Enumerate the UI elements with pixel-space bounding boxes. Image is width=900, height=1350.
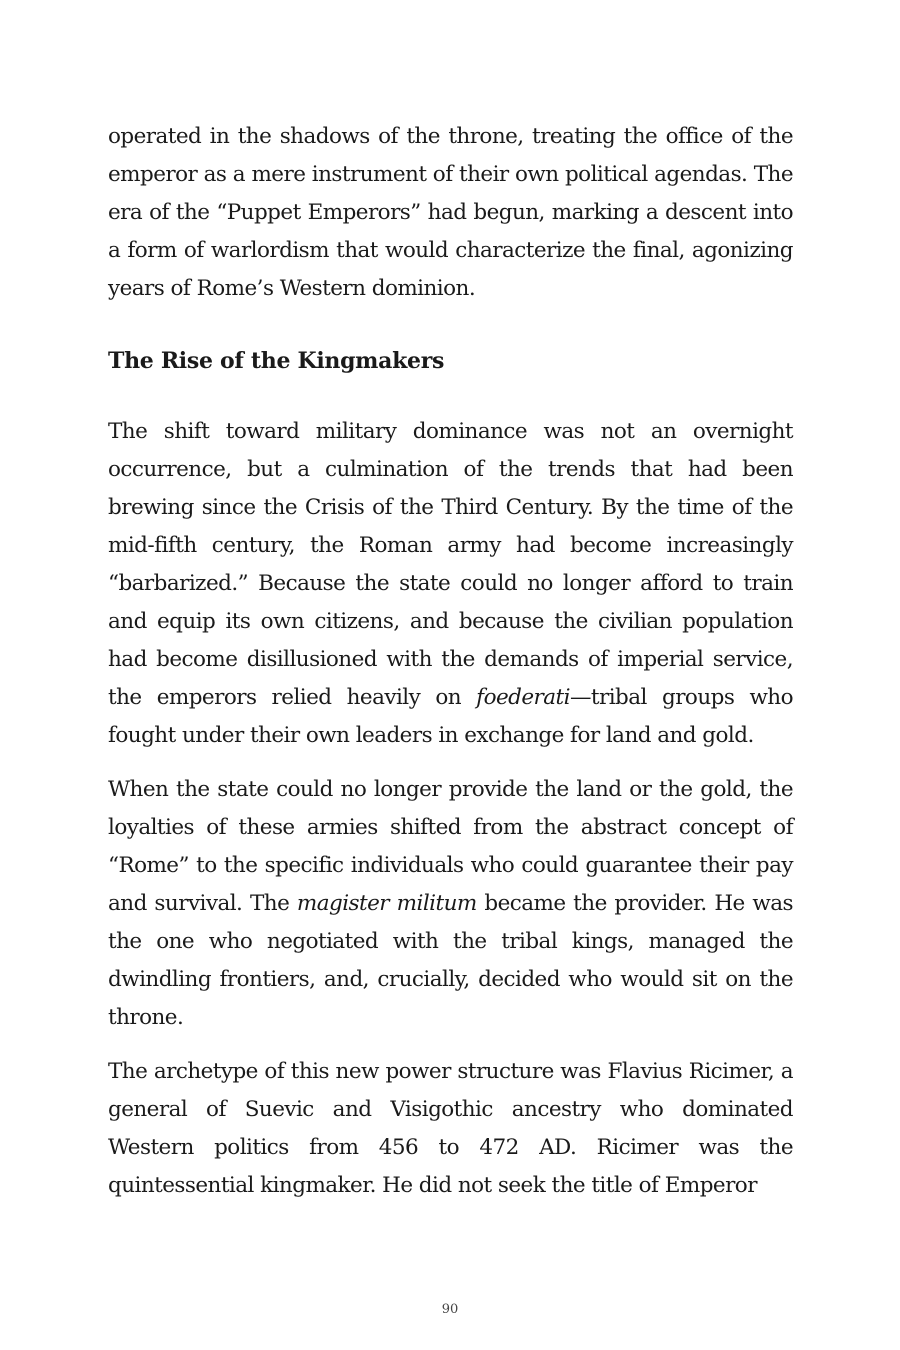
paragraph-magister-militum <box>108 771 793 1037</box>
page-number: 90 <box>441 1302 459 1317</box>
paragraph-ricimer: The archetype of this new power structure was Flavius Ricimer, a general of Suevic and Visigothic ancestry who dominated Western politics from 456 to 472 AD. Ricimer was the quintessential kingmaker. He did not seek the title of Emperor <box>108 1059 793 1198</box>
paragraph-text: The shift toward military dominance was not an overnight occurrence, but a culmination of the trends that had been brewing since the Crisis of the Third Century. By the time of the mid-fifth century, the Roman army had become increasingly “barbarized.” Because the state could no longer afford to train and equip its own citizens, and because the civilian population had become disillusioned with the demands of imperial service, the emperors relied heavily on <box>108 419 793 710</box>
paragraph-text: became the provider. He was the one who negotiated with the tribal kings, managed the dwindling frontiers, and, crucially, decided who would sit on the throne. <box>108 891 793 1030</box>
paragraph-text: —tribal groups who fought under their own leaders in exchange for land and gold. <box>108 685 793 748</box>
italic-term: magister militum <box>296 891 477 916</box>
italic-term: foederati <box>476 685 570 710</box>
opening-paragraph: operated in the shadows of the throne, treating the office of the emperor as a mere instrument of their own political agendas. The era of the “Puppet Emperors” had begun, marking a descent into a form of warlordism that would characterize the final, agonizing years of Rome’s Western dominion. <box>108 124 793 301</box>
section-heading: The Rise of the Kingmakers <box>108 348 445 374</box>
paragraph-foederati <box>108 413 793 755</box>
page-body <box>108 118 793 1205</box>
paragraph-text: When the state could no longer provide the land or the gold, the loyalties of these armies shifted from the abstract concept of “Rome” to the specific individuals who could guarantee their pay and survival. The <box>108 777 793 916</box>
